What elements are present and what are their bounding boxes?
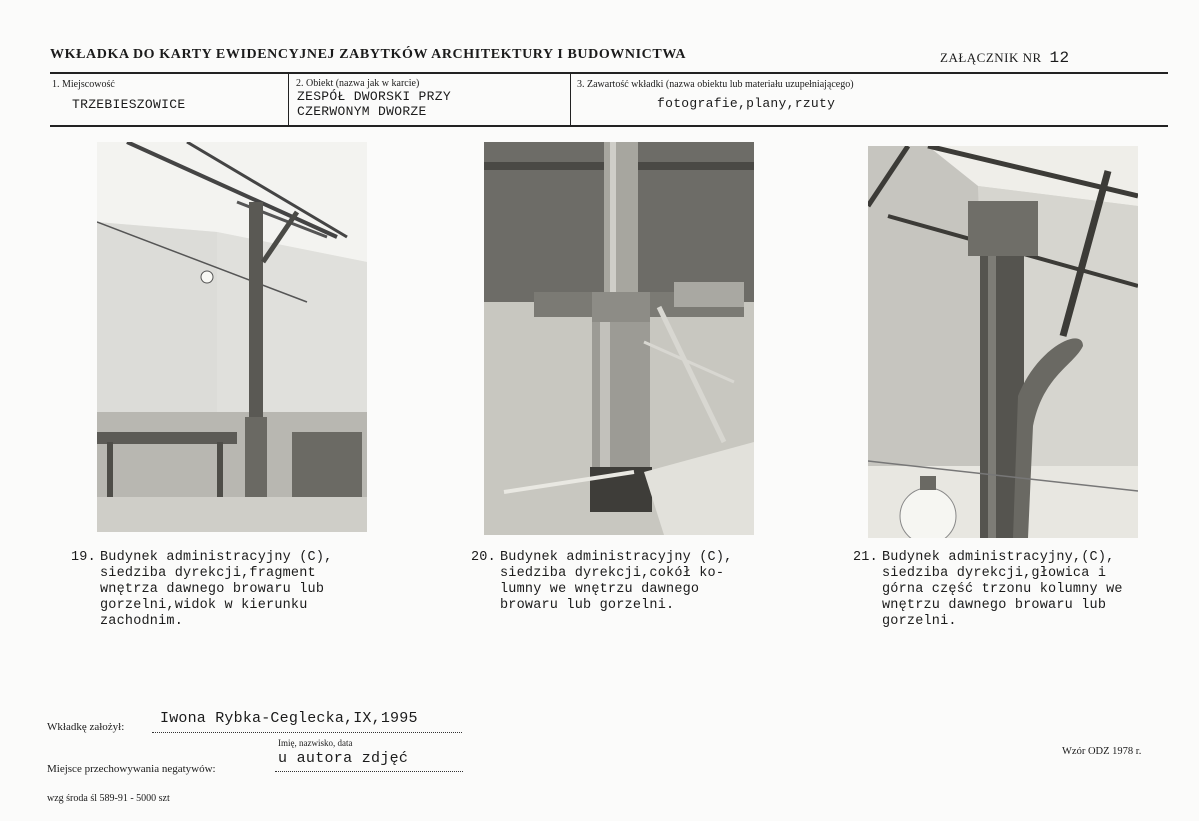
photo-20-number: 20.	[471, 550, 496, 565]
field-divider-1	[288, 74, 289, 125]
header-top-rule	[50, 72, 1168, 74]
negatives-value: u autora zdjęć	[278, 750, 409, 767]
author-label: Wkładkę założył:	[47, 721, 125, 733]
photo-19-number: 19.	[71, 550, 96, 565]
form-title: WKŁADKA DO KARTY EWIDENCYJNEJ ZABYTKÓW ARCHITEKTURY I BUDOWNICTWA	[50, 47, 687, 62]
photo-21-number: 21.	[853, 550, 878, 565]
object-value-line2: CZERWONYM DWORZE	[297, 104, 427, 119]
annex-number: 12	[1049, 49, 1070, 67]
contents-value: fotografie,plany,rzuty	[657, 96, 836, 111]
field-divider-2	[570, 74, 571, 125]
annex-heading	[940, 49, 1070, 67]
object-value-line1: ZESPÓŁ DWORSKI PRZY	[297, 89, 451, 104]
object-label: 2. Obiekt (nazwa jak w karcie)	[296, 78, 420, 89]
form-model: Wzór ODZ 1978 r.	[1062, 746, 1142, 757]
author-value: Iwona Rybka-Ceglecka,IX,1995	[160, 710, 418, 727]
photo-20-column-base	[484, 142, 754, 535]
author-hint: Imię, nazwisko, data	[278, 738, 353, 748]
photo-20-caption: Budynek administracyjny (C), siedziba dyrekcji,cokół ko- lumny we wnętrzu dawnego browaru lub gorzelni.	[500, 550, 733, 613]
contents-label: 3. Zawartość wkładki (nazwa obiektu lub materiału uzupełniającego)	[577, 79, 854, 90]
photo-21-caption: Budynek administracyjny,(C), siedziba dyrekcji,głowica i górna część trzonu kolumny we wnętrzu dawnego browaru lub gorzelni.	[882, 550, 1123, 629]
negatives-label: Miejsce przechowywania negatywów:	[47, 763, 216, 775]
annex-label: ZAŁĄCZNIK NR	[940, 50, 1042, 65]
print-info: wzg środa śl 589-91 - 5000 szt	[47, 793, 170, 804]
photo-19-caption: Budynek administracyjny (C), siedziba dyrekcji,fragment wnętrza dawnego browaru lub gorzelni,widok w kierunku zachodnim.	[100, 550, 333, 629]
locality-value: TRZEBIESZOWICE	[72, 97, 186, 112]
header-bottom-rule	[50, 125, 1168, 127]
author-dotted-line	[152, 732, 462, 733]
photo-21-column-capital	[868, 146, 1138, 538]
locality-label: 1. Miejscowość	[52, 79, 115, 90]
photo-19-interior-west-view	[97, 142, 367, 532]
negatives-dotted-line	[275, 771, 463, 772]
